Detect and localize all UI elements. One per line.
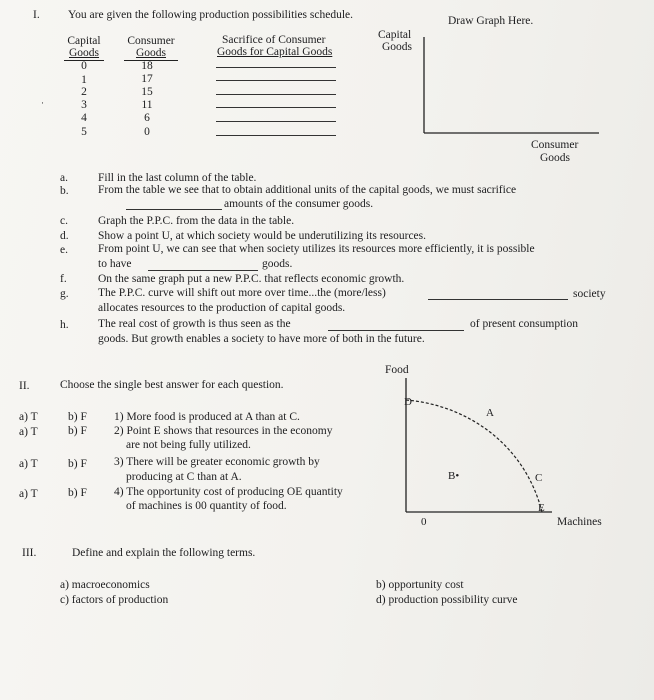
question-g-end: society [573,288,606,300]
question-c-letter: c. [60,215,68,227]
section-1-intro: You are given the following production possibilities schedule. [68,9,354,21]
item-1-false[interactable]: b) F [68,411,87,423]
capital-cell: 3 [81,99,87,111]
item-3-text: 3) There will be greater economic growth by [114,456,320,468]
question-f-text: On the same graph put a new P.P.C. that reflects economic growth. [98,273,405,285]
question-h-letter: h. [60,319,69,331]
stray-dot: · [41,98,44,108]
graph1-axes [424,37,599,133]
section-3-numeral: III. [22,547,37,559]
question-g-text: The P.P.C. curve will shift out more over time...the (more/less) [98,287,386,299]
consumer-cell: 18 [141,60,153,72]
question-h-text-2: goods. But growth enables a society to have more of both in the future. [98,333,425,345]
consumer-cell: 15 [141,86,153,98]
consumer-cell: 17 [141,73,153,85]
graph2-point-c: C [535,472,543,484]
capital-cell: 2 [81,86,87,98]
item-4-true[interactable]: a) T [19,488,38,500]
question-e-text-2a: to have [98,258,132,270]
item-2-text: 2) Point E shows that resources in the economy [114,425,333,437]
graph1-x-label-1: Consumer [531,139,579,151]
question-h-end: of present consumption [470,318,578,330]
draw-graph-label: Draw Graph Here. [448,15,534,27]
col-sacrifice-header-1: Sacrifice of Consumer [222,34,326,46]
ppc-curve [406,400,542,512]
section-1-numeral: I. [33,9,40,21]
item-3-true[interactable]: a) T [19,458,38,470]
item-4-text-2: of machines is 00 quantity of food. [126,500,287,512]
question-c-text: Graph the P.P.C. from the data in the table. [98,215,295,227]
item-2-false[interactable]: b) F [68,425,87,437]
section-3-intro: Define and explain the following terms. [72,547,256,559]
graph2-point-b: B• [448,470,460,482]
col-consumer-header-1: Consumer [127,35,175,47]
graph2-origin: 0 [421,516,427,528]
col-capital-header-1: Capital [67,35,101,47]
question-a-letter: a. [60,172,68,184]
graph2-x-label: Machines [557,516,602,528]
section-2-numeral: II. [19,380,30,392]
graph2 [406,378,552,512]
question-d-letter: d. [60,230,69,242]
term-b: b) opportunity cost [376,579,464,591]
question-f-letter: f. [60,273,67,285]
graph2-y-label: Food [385,364,409,376]
question-b-text-2: amounts of the consumer goods. [224,198,374,210]
term-c: c) factors of production [60,594,169,606]
question-e-text: From point U, we can see that when society utilizes its resources more efficiently, it is possible [98,243,535,255]
capital-cell: 0 [81,60,87,72]
item-3-false[interactable]: b) F [68,458,87,470]
item-3-text-2: producing at C than at A. [126,471,242,483]
capital-cell: 1 [81,74,87,86]
item-1-true[interactable]: a) T [19,411,38,423]
col-sacrifice-header-2: Goods for Capital Goods [217,46,333,58]
col-capital-header-2: Goods [68,47,100,59]
item-4-text: 4) The opportunity cost of producing OE quantity [114,486,343,498]
question-d-text: Show a point U, at which society would be underutilizing its resources. [98,230,427,242]
question-b-letter: b. [60,185,69,197]
question-e-text-2b: goods. [262,258,293,270]
term-a: a) macroeconomics [60,579,150,591]
question-b-text: From the table we see that to obtain additional units of the capital goods, we must sacrifice [98,184,517,196]
capital-cell: 5 [81,126,87,138]
graph2-point-d: D [404,396,412,408]
graph1-x-label-2: Goods [540,152,571,164]
item-2-text-2: are not being fully utilized. [126,439,251,451]
col-consumer-header-2: Goods [135,47,167,59]
question-g-text-2: allocates resources to the production of capital goods. [98,302,346,314]
graph1-y-label-2: Goods [382,41,413,53]
item-4-false[interactable]: b) F [68,487,87,499]
question-e-letter: e. [60,244,68,256]
consumer-cell: 11 [141,99,153,111]
graph2-point-a: A [486,407,494,419]
item-1-text: 1) More food is produced at A than at C. [114,411,300,423]
question-h-text: The real cost of growth is thus seen as the [98,318,291,330]
graph2-point-e: E [538,502,545,514]
question-g-letter: g. [60,288,69,300]
term-d: d) production possibility curve [376,594,518,606]
question-a-text: Fill in the last column of the table. [98,172,257,184]
graph1-y-label-1: Capital [378,29,412,41]
consumer-cell: 6 [144,112,150,124]
section-2-intro: Choose the single best answer for each question. [60,379,284,391]
item-2-true[interactable]: a) T [19,426,38,438]
consumer-cell: 0 [144,126,150,138]
capital-cell: 4 [81,112,87,124]
